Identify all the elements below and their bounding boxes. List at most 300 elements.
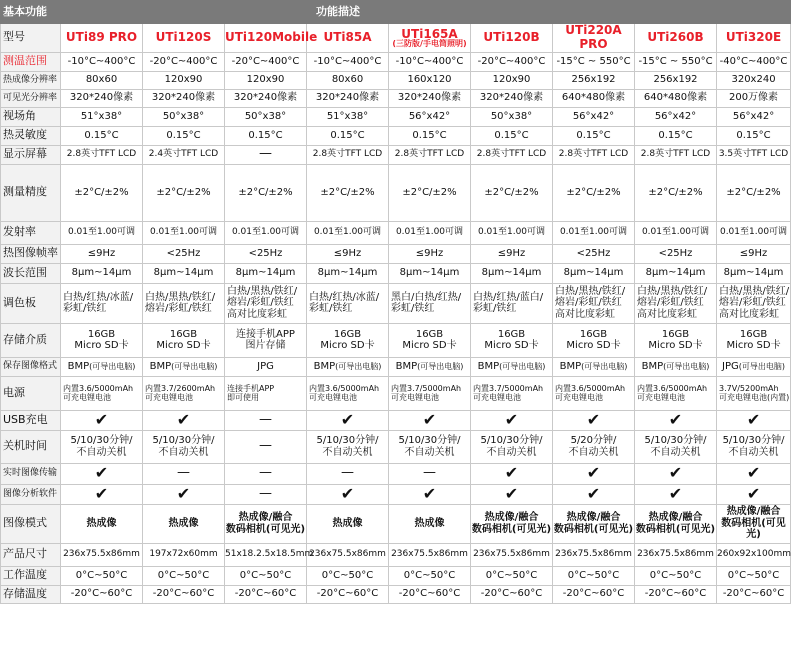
spec-cell: [635, 357, 717, 376]
spec-cell: [307, 244, 389, 263]
spec-cell: [471, 52, 553, 71]
cell-line: 热成像: [86, 517, 117, 529]
spec-row-sens: [1, 126, 791, 145]
row-label-size: 产品尺寸: [1, 543, 61, 566]
cell-line: 数码相机(可见光): [225, 523, 306, 535]
cell-value: 8μm~14μm: [563, 267, 624, 279]
row-label-sttemp: 存储温度: [1, 585, 61, 603]
cell-value: 640*480像素: [561, 92, 626, 104]
cell-value: 320*240像素: [397, 92, 462, 104]
cell-value: ±2°C/±2%: [74, 186, 129, 198]
cell-value: —: [177, 465, 190, 481]
cell-value: 0.15°C: [576, 129, 611, 141]
spec-cell: [225, 221, 307, 244]
check-icon: ✔: [746, 483, 761, 503]
cell-value: 2.8英寸TFT LCD: [312, 149, 383, 160]
cell-value: 0.01至1.00可调: [313, 227, 382, 238]
cell-value: 8μm~14μm: [71, 267, 132, 279]
spec-cell: [553, 244, 635, 263]
spec-cell: [717, 89, 791, 107]
model-name: UTi165A: [401, 26, 458, 41]
cell-value: 80x60: [85, 74, 118, 86]
cell-value: 0.01至1.00可调: [719, 227, 788, 238]
cell-value: 236x75.5x86mm: [309, 549, 386, 560]
cell-value: 236x75.5x86mm: [637, 549, 714, 560]
spec-cell: [61, 357, 143, 376]
model-name: UTi120B: [483, 29, 540, 44]
cell-line: 高对比度彩虹: [637, 308, 697, 320]
cell-line: Micro SD卡: [484, 340, 539, 352]
spec-cell: [553, 463, 635, 484]
cell-value: -20°C~60°C: [70, 588, 133, 600]
cell-value: ≤9Hz: [497, 247, 526, 259]
cell-value: 2.8英寸TFT LCD: [66, 149, 137, 160]
spec-cell: [61, 484, 143, 504]
spec-cell: [635, 244, 717, 263]
spec-cell: [61, 107, 143, 126]
cell-line: 彩虹/铁红: [473, 303, 517, 315]
spec-cell: [471, 126, 553, 145]
model-name: UTi320E: [725, 29, 782, 44]
cell-value: <25Hz: [166, 247, 201, 259]
spec-cell: [635, 430, 717, 463]
cell-value: <25Hz: [658, 247, 693, 259]
spec-cell: [143, 376, 225, 410]
spec-row-size: [1, 543, 791, 566]
cell-value: 0.15°C: [736, 129, 771, 141]
cell-line: 5/10/30分钟/: [70, 435, 133, 447]
cell-line: 熔岩/彩虹/铁红: [145, 303, 212, 315]
spec-cell: [553, 89, 635, 107]
cell-line: 白热/红热/冰蓝/: [309, 291, 380, 303]
cell-value: 8μm~14μm: [399, 267, 460, 279]
cell-value: 56°x42°: [572, 110, 615, 122]
spec-cell: [553, 221, 635, 244]
spec-cell: [143, 164, 225, 221]
spec-cell: [307, 145, 389, 164]
spec-row-vis_res: [1, 89, 791, 107]
cell-value: ±2°C/±2%: [402, 186, 457, 198]
spec-cell: [143, 484, 225, 504]
check-icon: ✔: [94, 483, 109, 503]
spec-cell: [553, 263, 635, 283]
cell-line: 16GB: [579, 328, 608, 340]
spec-cell: [61, 504, 143, 543]
spec-cell: [143, 221, 225, 244]
spec-cell: [471, 221, 553, 244]
cell-value: 236x75.5x86mm: [473, 549, 550, 560]
spec-cell: [389, 357, 471, 376]
cell-line: BMP: [313, 360, 336, 372]
cell-value: —: [259, 465, 272, 481]
cell-line: 黑白/白热/红热/: [391, 291, 462, 303]
spec-cell: [635, 283, 717, 323]
spec-cell: [143, 71, 225, 89]
cell-line: 可充电锂电池: [555, 393, 603, 403]
cell-line: 5/10/30分钟/: [152, 435, 215, 447]
spec-cell: [635, 89, 717, 107]
cell-value: 0.01至1.00可调: [149, 227, 218, 238]
spec-cell: [143, 585, 225, 603]
cell-value: 56°x42°: [732, 110, 775, 122]
row-label-mode: 图像模式: [1, 504, 61, 543]
cell-line: (可导出电脑): [663, 361, 710, 371]
cell-value: -20°C~400°C: [149, 55, 218, 67]
header-desc: 功能描述: [61, 1, 791, 24]
cell-value: ±2°C/±2%: [156, 186, 211, 198]
spec-cell: [471, 566, 553, 585]
check-icon: ✔: [176, 483, 191, 503]
cell-value: 256x192: [653, 74, 698, 86]
cell-line: Micro SD卡: [648, 340, 703, 352]
spec-cell: [471, 430, 553, 463]
cell-line: 不自动关机: [76, 446, 127, 458]
cell-value: -20°C~60°C: [316, 588, 379, 600]
spec-row-palette: [1, 283, 791, 323]
spec-row-usb: [1, 410, 791, 430]
cell-value: 2.8英寸TFT LCD: [558, 149, 629, 160]
spec-cell: [389, 543, 471, 566]
spec-cell: [307, 221, 389, 244]
cell-line: 热成像/融合: [238, 512, 293, 524]
spec-row-format: [1, 357, 791, 376]
spec-cell: [61, 164, 143, 221]
cell-value: ≤9Hz: [333, 247, 362, 259]
cell-value: 0°C~50°C: [157, 569, 210, 581]
spec-row-ir_res: [1, 71, 791, 89]
cell-value: ±2°C/±2%: [320, 186, 375, 198]
cell-line: JPG: [722, 360, 739, 372]
spec-cell: [61, 89, 143, 107]
spec-cell: [61, 410, 143, 430]
spec-cell: [553, 126, 635, 145]
spec-cell: [307, 376, 389, 410]
spec-cell: [61, 145, 143, 164]
cell-value: 0.01至1.00可调: [477, 227, 546, 238]
model-row: [1, 24, 791, 53]
cell-value: <25Hz: [576, 247, 611, 259]
spec-cell: [471, 323, 553, 357]
spec-cell: [389, 504, 471, 543]
cell-line: 5/10/30分钟/: [722, 435, 785, 447]
spec-cell: [143, 543, 225, 566]
spec-cell: [307, 283, 389, 323]
row-label-ir_res: 热成像分辨率: [1, 71, 61, 89]
spec-cell: [61, 52, 143, 71]
row-label-power: 电源: [1, 376, 61, 410]
spec-cell: [553, 164, 635, 221]
cell-value: -20°C~60°C: [722, 588, 785, 600]
spec-row-power: [1, 376, 791, 410]
model-name: UTi85A: [323, 29, 372, 44]
spec-cell: [553, 107, 635, 126]
cell-value: 120x90: [246, 74, 285, 86]
spec-cell: [61, 323, 143, 357]
cell-line: 热成像/融合: [484, 512, 539, 524]
spec-cell: [635, 410, 717, 430]
cell-line: 彩虹/铁红: [391, 303, 435, 315]
cell-line: 白热/黑热/铁红/: [555, 285, 626, 297]
model-name: UTi220A PRO: [565, 23, 622, 51]
spec-cell: [471, 504, 553, 543]
cell-line: 数码相机(可见光): [721, 517, 786, 541]
cell-value: 0.01至1.00可调: [559, 227, 628, 238]
spec-cell: [225, 145, 307, 164]
spec-cell: [717, 357, 791, 376]
cell-value: 0.15°C: [84, 129, 119, 141]
cell-line: BMP: [67, 360, 90, 372]
cell-line: 高对比度彩虹: [719, 308, 779, 320]
cell-line: 白热/红热/蓝白/: [473, 291, 544, 303]
spec-cell: [635, 263, 717, 283]
cell-line: 16GB: [87, 328, 116, 340]
spec-cell: [225, 410, 307, 430]
cell-value: -10°C~400°C: [67, 55, 136, 67]
cell-value: 236x75.5x86mm: [555, 549, 632, 560]
cell-line: 白热/黑热/铁红/: [227, 285, 298, 297]
cell-value: ±2°C/±2%: [648, 186, 703, 198]
cell-line: Micro SD卡: [726, 340, 781, 352]
row-label-usb: USB充电: [1, 410, 61, 430]
cell-value: 320*240像素: [69, 92, 134, 104]
spec-cell: [717, 463, 791, 484]
cell-value: 0.15°C: [330, 129, 365, 141]
spec-cell: [553, 376, 635, 410]
cell-line: 不自动关机: [404, 446, 455, 458]
spec-cell: [553, 430, 635, 463]
cell-value: 2.8英寸TFT LCD: [394, 149, 465, 160]
cell-line: 白热/黑热/铁红/: [145, 291, 216, 303]
spec-cell: [61, 263, 143, 283]
spec-cell: [471, 410, 553, 430]
spec-cell: [471, 107, 553, 126]
spec-cell: [307, 410, 389, 430]
cell-value: ±2°C/±2%: [484, 186, 539, 198]
cell-line: BMP: [641, 360, 664, 372]
spec-cell: [717, 221, 791, 244]
cell-value: 197x72x60mm: [149, 549, 218, 560]
cell-value: 120x90: [492, 74, 531, 86]
model-cell: [61, 24, 143, 53]
cell-value: 0°C~50°C: [321, 569, 374, 581]
cell-line: Micro SD卡: [402, 340, 457, 352]
spec-cell: [717, 566, 791, 585]
cell-value: 51°x38°: [80, 110, 123, 122]
spec-cell: [307, 52, 389, 71]
cell-line: 16GB: [169, 328, 198, 340]
spec-cell: [635, 126, 717, 145]
spec-cell: [225, 504, 307, 543]
spec-cell: [143, 430, 225, 463]
cell-line: 白热/黑热/铁红/: [637, 285, 708, 297]
spec-cell: [389, 244, 471, 263]
spec-cell: [143, 126, 225, 145]
spec-cell: [307, 323, 389, 357]
spec-cell: [61, 566, 143, 585]
spec-cell: [717, 504, 791, 543]
spec-cell: [307, 504, 389, 543]
spec-cell: [553, 585, 635, 603]
cell-line: —: [259, 438, 272, 454]
cell-value: 0.15°C: [412, 129, 447, 141]
spec-cell: [225, 543, 314, 566]
spec-cell: [225, 585, 307, 603]
spec-cell: [389, 221, 471, 244]
cell-line: (可导出电脑): [499, 361, 546, 371]
spec-cell: [143, 244, 225, 263]
spec-cell: [717, 244, 791, 263]
spec-cell: [225, 71, 307, 89]
spec-cell: [389, 585, 471, 603]
row-label-band: 波长范围: [1, 263, 61, 283]
spec-cell: [307, 357, 389, 376]
spec-cell: [553, 283, 635, 323]
spec-cell: [143, 410, 225, 430]
cell-line: 内置3.6/5000mAh: [555, 383, 626, 393]
model-cell: [717, 24, 791, 53]
check-icon: ✔: [422, 409, 437, 429]
cell-line: 可充电锂电池: [145, 393, 193, 403]
model-name: UTi89 PRO: [65, 29, 138, 44]
spec-cell: [61, 463, 143, 484]
spec-cell: [389, 566, 471, 585]
cell-value: —: [259, 485, 272, 501]
spec-cell: [61, 283, 143, 323]
cell-line: (可导出电脑): [738, 361, 786, 371]
cell-line: 16GB: [415, 328, 444, 340]
cell-value: 8μm~14μm: [153, 267, 214, 279]
spec-row-acc: [1, 164, 791, 221]
cell-line: 数码相机(可见光): [553, 523, 634, 535]
cell-value: -15°C ~ 550°C: [638, 55, 713, 67]
spec-cell: [225, 107, 307, 126]
spec-row-emis: [1, 221, 791, 244]
spec-cell: [225, 566, 307, 585]
spec-cell: [307, 89, 389, 107]
check-icon: ✔: [176, 409, 191, 429]
spec-row-mode: [1, 504, 791, 543]
cell-line: 可充电锂电池: [637, 393, 685, 403]
cell-value: 0.01至1.00可调: [231, 227, 300, 238]
spec-cell: [717, 126, 791, 145]
cell-line: 内置3.6/5000mAh: [309, 383, 380, 393]
cell-value: 160x120: [407, 74, 452, 86]
spec-cell: [389, 107, 471, 126]
spec-cell: [143, 89, 225, 107]
cell-value: ≤9Hz: [87, 247, 116, 259]
cell-value: 0°C~50°C: [485, 569, 538, 581]
cell-value: 0.01至1.00可调: [67, 227, 136, 238]
spec-cell: [307, 543, 389, 566]
model-cell: [143, 24, 225, 53]
cell-value: 320*240像素: [151, 92, 216, 104]
spec-cell: [61, 126, 143, 145]
cell-value: 256x192: [571, 74, 616, 86]
cell-value: 320*240像素: [233, 92, 298, 104]
check-icon: ✔: [586, 483, 601, 503]
spec-cell: [717, 164, 791, 221]
spec-cell: [553, 504, 635, 543]
check-icon: ✔: [586, 409, 601, 429]
spec-cell: [307, 566, 389, 585]
row-label-fps: 热图像帧率: [1, 244, 61, 263]
cell-value: 2.8英寸TFT LCD: [476, 149, 547, 160]
spec-cell: [143, 504, 225, 543]
header-row: [1, 1, 791, 24]
cell-line: 可充电锂电池: [309, 393, 357, 403]
spec-cell: [553, 145, 635, 164]
cell-line: 可充电锂电池: [391, 393, 439, 403]
spec-cell: [471, 463, 553, 484]
check-icon: ✔: [746, 409, 761, 429]
spec-row-band: [1, 263, 791, 283]
cell-value: 8μm~14μm: [723, 267, 784, 279]
cell-line: 高对比度彩虹: [227, 308, 287, 320]
header-basic: 基本功能: [1, 1, 61, 24]
cell-value: 0.01至1.00可调: [395, 227, 464, 238]
cell-line: 数码相机(可见光): [471, 523, 552, 535]
spec-row-storage: [1, 323, 791, 357]
cell-value: —: [341, 465, 354, 481]
cell-line: (可导出电脑): [89, 361, 136, 371]
spec-cell: [553, 357, 635, 376]
spec-cell: [471, 164, 553, 221]
spec-cell: [225, 357, 307, 376]
model-cell: [307, 24, 389, 53]
cell-line: (可导出电脑): [417, 361, 464, 371]
row-label-screen: 显示屏幕: [1, 145, 61, 164]
spec-cell: [61, 71, 143, 89]
spec-cell: [635, 504, 717, 543]
cell-value: 320*240像素: [315, 92, 380, 104]
check-icon: ✔: [340, 483, 355, 503]
spec-cell: [307, 484, 389, 504]
spec-row-fov: [1, 107, 791, 126]
spec-row-software: [1, 484, 791, 504]
spec-cell: [717, 71, 791, 89]
cell-line: 连接手机APP: [227, 383, 275, 393]
cell-line: 熔岩/彩虹/铁红: [637, 297, 704, 309]
cell-line: 16GB: [333, 328, 362, 340]
cell-line: 图片存储: [245, 340, 286, 352]
spec-row-transfer: [1, 463, 791, 484]
spec-cell: [307, 71, 389, 89]
cell-line: 热成像/融合: [726, 506, 781, 518]
cell-line: 熔岩/彩虹/铁红: [555, 297, 622, 309]
row-label-autooff: 关机时间: [1, 430, 61, 463]
cell-value: -10°C~400°C: [313, 55, 382, 67]
cell-line: Micro SD卡: [74, 340, 129, 352]
spec-cell: [717, 263, 791, 283]
spec-cell: [389, 410, 471, 430]
cell-line: 5/20分钟/: [570, 435, 617, 447]
model-cell: [471, 24, 553, 53]
spec-cell: [225, 430, 307, 463]
cell-value: —: [259, 146, 272, 162]
row-label-sens: 热灵敏度: [1, 126, 61, 145]
cell-line: (可导出电脑): [171, 361, 218, 371]
model-name: UTi120Mobile: [225, 29, 318, 44]
cell-value: 3.5英寸TFT LCD: [718, 149, 789, 160]
cell-value: 120x90: [164, 74, 203, 86]
cell-line: 热成像/融合: [648, 512, 703, 524]
spec-cell: [225, 283, 307, 323]
spec-cell: [61, 221, 143, 244]
spec-cell: [389, 263, 471, 283]
spec-cell: [471, 585, 553, 603]
cell-value: 320x240: [731, 74, 776, 86]
cell-value: 0°C~50°C: [75, 569, 128, 581]
